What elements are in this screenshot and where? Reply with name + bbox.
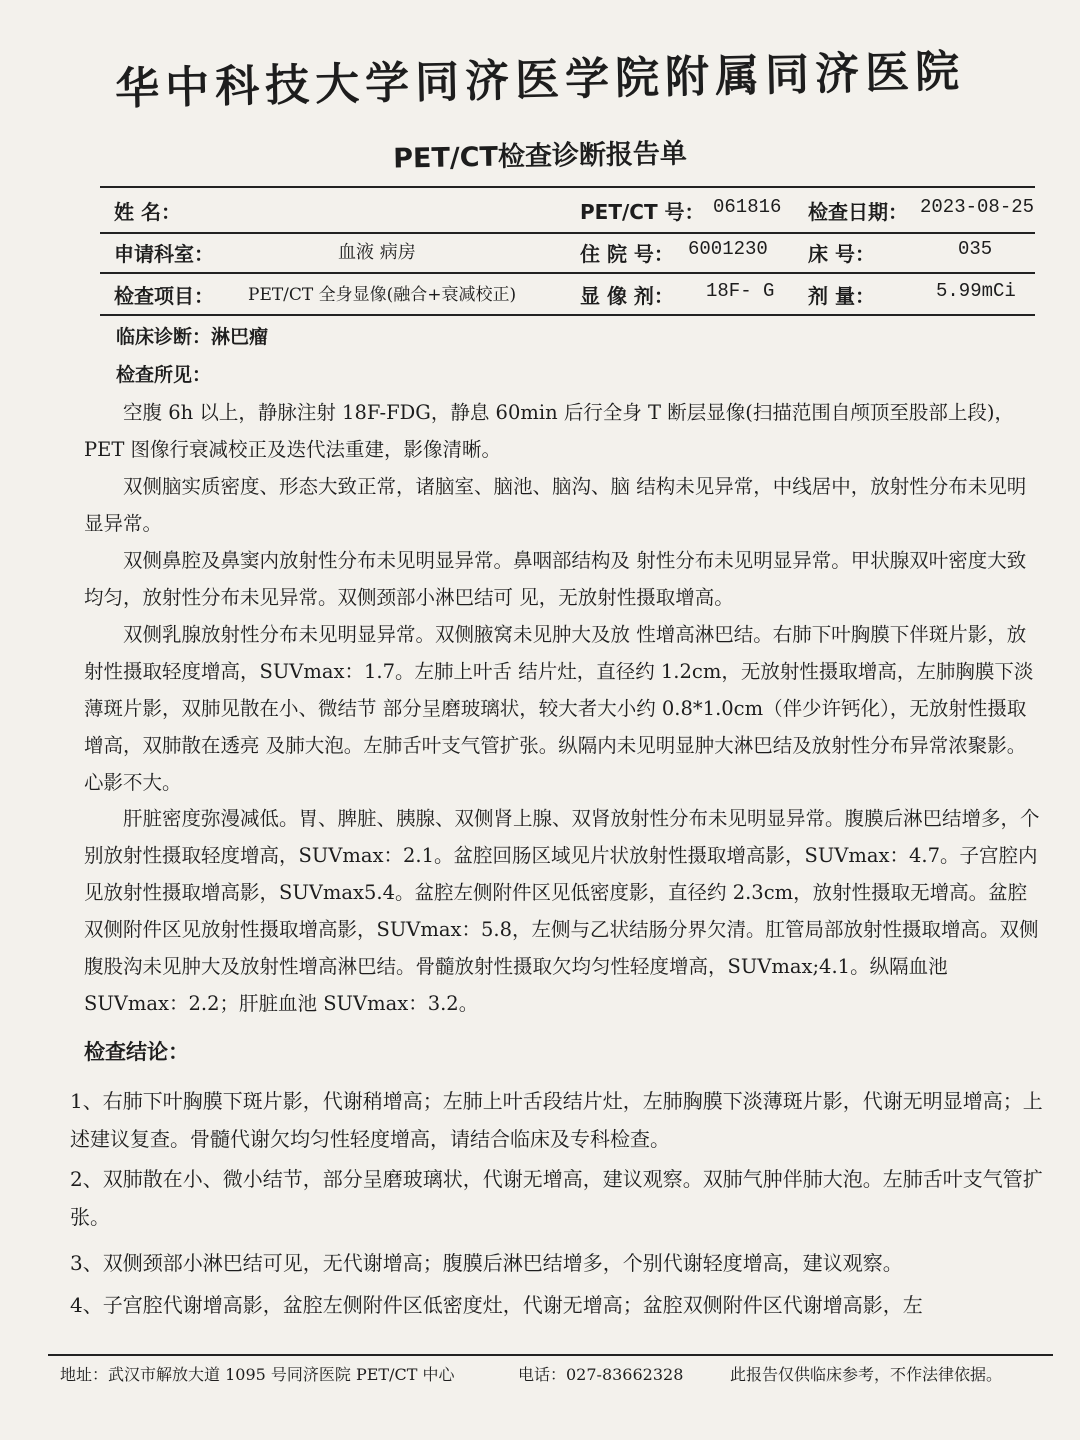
pet-no-label: PET/CT 号： (580, 200, 705, 224)
dept-label: 申请科室： (114, 242, 214, 266)
bed-label: 床 号： (808, 242, 875, 266)
conclusion-heading: 检查结论： (84, 1040, 189, 1064)
findings-heading: 检查所见： (116, 364, 212, 386)
findings-paragraph: 双侧脑实质密度、形态大致正常，诸脑室、脑池、脑沟、脑 结构未见异常，中线居中，放射性分布未见明显异常。 (84, 475, 1027, 535)
footer-phone: 电话：027-83662328 (518, 1365, 684, 1384)
item-label: 检查项目： (114, 284, 214, 308)
report-title: PET/CT检查诊断报告单 (392, 138, 688, 175)
clinical-value: 淋巴瘤 (211, 326, 269, 348)
conclusion-item: 1、右肺下叶胸膜下斑片影，代谢稍增高；左肺上叶舌段结片灶，左肺胸膜下淡薄斑片影，代谢无明显增高；上述建议复查。骨髓代谢欠均匀性轻度增高，请结合临床及专科检查。 (70, 1089, 1043, 1151)
dept-value: 血液 病房 (338, 242, 416, 263)
row-divider (100, 232, 1035, 234)
agent-label: 显 像 剂： (580, 284, 674, 308)
dose-value: 5.99mCi (936, 280, 1016, 302)
dose-label: 剂 量： (808, 284, 875, 308)
findings-paragraph: 双侧鼻腔及鼻窦内放射性分布未见明显异常。鼻咽部结构及 射性分布未见明显异常。甲状腺双叶密度大致均匀，放射性分布未见异常。双侧颈部小淋巴结可 见，无放射性摄取增高。 (84, 549, 1027, 609)
header-divider (100, 186, 1035, 188)
exam-date-value: 2023-08-25 (920, 196, 1035, 218)
findings-paragraph: 空腹 6h 以上，静脉注射 18F-FDG，静息 60min 后行全身 T 断层显像(扫描范围自颅顶至股部上段)，PET 图像行衰减校正及迭代法重建，影像清晰。 (84, 401, 1014, 461)
info-row-exam (108, 280, 1038, 316)
item-value: PET/CT 全身显像(融合+衰减校正) (248, 285, 517, 305)
row-divider (100, 272, 1035, 274)
info-row-dept (108, 238, 1038, 274)
conclusion-item: 3、双侧颈部小淋巴结可见，无代谢增高；腹膜后淋巴结增多，个别代谢轻度增高，建议观察。 (70, 1251, 903, 1275)
clinical-diagnosis (116, 322, 268, 349)
conclusion-item: 2、双肺散在小、微小结节，部分呈磨玻璃状，代谢无增高，建议观察。双肺气肿伴肺大泡。左肺舌叶支气管扩张。 (70, 1167, 1043, 1229)
footer-disclaimer: 此报告仅供临床参考，不作法律依据。 (730, 1365, 1003, 1384)
findings-paragraph: 肝脏密度弥漫减低。胃、脾脏、胰腺、双侧肾上腺、双肾放射性分布未见明显异常。腹膜后淋巴结增多，个别放射性摄取轻度增高，SUVmax：2.1。盆腔回肠区域见片状放射性摄取增高影，SUVmax：4.7。子宫腔内见放射性摄取增高影，SUVmax5.4。盆腔左侧附件区见低密度影，直径约 2.3cm，放射性摄取无增高。盆腔双侧附件区见放射性摄取增高影，SUVmax：5.8，左侧与乙状结肠分界欠清。肛管局部放射性摄取增高。双侧腹股沟未见肿大及放射性增高淋巴结。骨髓放射性摄取欠均匀性轻度增高，SUVmax;4.1。纵隔血池 SUVmax：2.2；肝脏血池 SUVmax：3.2。 (84, 807, 1040, 1015)
name-label: 姓 名： (114, 200, 181, 224)
hospital-name: 华中科技大学同济医学院附属同济医院 (114, 46, 966, 115)
agent-value: 18F- G (706, 280, 775, 302)
inpatient-label: 住 院 号： (580, 242, 674, 266)
row-divider (100, 314, 1035, 316)
findings-paragraph: 双侧乳腺放射性分布未见明显异常。双侧腋窝未见肿大及放 性增高淋巴结。右肺下叶胸膜下伴斑片影，放射性摄取轻度增高，SUVmax：1.7。左肺上叶舌 结片灶，直径约 1.2cm，无放射性摄取增高，左肺胸膜下淡薄斑片影，双肺见散在小、微结节 部分呈磨玻璃状，较大者大小约 0.8*1.0cm（伴少许钙化），无放射性摄取增高，双肺散在透亮 及肺大泡。左肺舌叶支气管扩张。纵隔内未见明显肿大淋巴结及放射性分布异常浓聚影。心影不大。 (84, 623, 1034, 794)
bed-value: 035 (958, 238, 993, 260)
pet-no-value: 061816 (713, 196, 782, 218)
conclusion-item: 4、子宫腔代谢增高影，盆腔左侧附件区低密度灶，代谢无增高；盆腔双侧附件区代谢增高影，左 (70, 1293, 923, 1317)
footer-address: 地址：武汉市解放大道 1095 号同济医院 PET/CT 中心 (60, 1365, 455, 1384)
clinical-label: 临床诊断： (116, 326, 212, 348)
exam-date-label: 检查日期： (808, 200, 908, 224)
info-row-patient (108, 196, 1038, 232)
inpatient-value: 6001230 (688, 238, 768, 260)
footer-divider (48, 1354, 1053, 1356)
